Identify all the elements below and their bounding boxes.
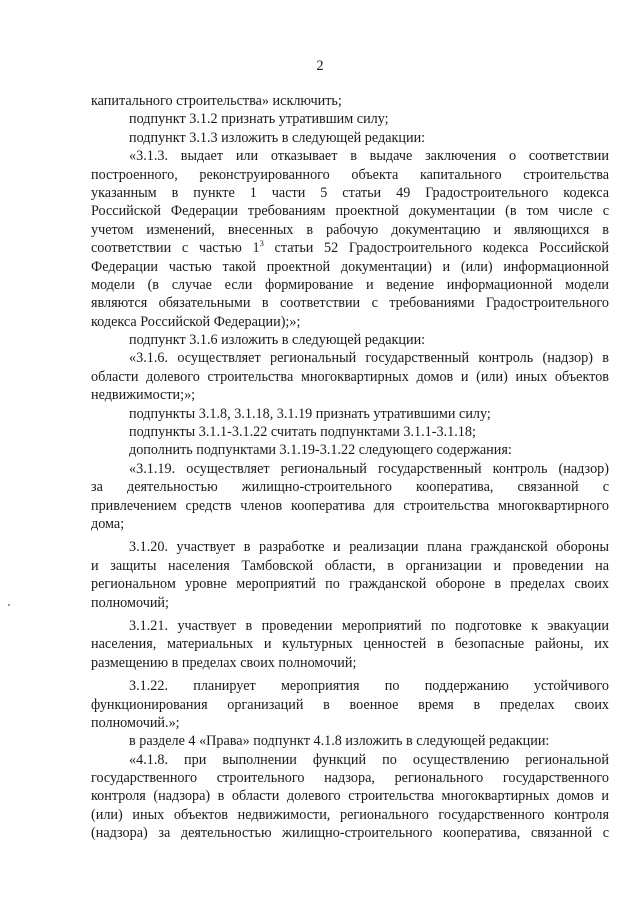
text-line [91,258,609,276]
text-line-content: контроля (надзора) в области долевого строительства многоквартирных домов и [91,788,609,805]
text-line-content: подпункт 3.1.3 изложить в следующей редакции: [129,129,426,146]
text-line-content: (надзора) за деятельностью жилищно-строительного кооператива, связанной с [91,825,609,842]
text-line [91,276,609,294]
text-line-content: привлечением средств членов кооператива для строительства многоквартирного [91,497,609,514]
text-line-content: 3.1.20. участвует в разработке и реализации плана гражданской обороны [129,539,609,556]
text-line [91,405,609,423]
text-line-content: полномочий.»; [91,714,180,731]
text-line [91,787,609,805]
text-line-content: населения, материальных и культурных ценностей в безопасные районы, их [91,636,609,653]
text-line-content: подпункт 3.1.6 изложить в следующей редакции: [129,332,426,349]
text-line-content: учетом изменений, внесенных в рабочую документацию и являющихся в [91,221,609,238]
text-line [91,331,609,349]
text-line [91,538,609,556]
text-line [91,202,609,220]
text-line [91,824,609,842]
text-line-content: подпункты 3.1.8, 3.1.18, 3.1.19 признать утратившими силу; [129,405,491,422]
text-line [91,515,609,533]
text-line [91,635,609,653]
text-line [91,575,609,593]
text-line-content: являются обязательными в соответствии с требованиями Градостроительного [91,295,609,312]
text-line [91,423,609,441]
text-line-content: в разделе 4 «Права» подпункт 4.1.8 изложить в следующей редакции: [129,733,550,750]
text-line [91,732,609,750]
text-line-content: статьи 52 Градостроительного кодекса Российской [263,240,609,257]
text-line-content: полномочий; [91,594,169,611]
text-line-content: и защиты населения Тамбовской области, в организации и проведении на [91,557,609,574]
text-line [91,696,609,714]
text-line [91,654,609,672]
text-line-content: построенного, реконструированного объекта капитального строительства [91,166,609,183]
text-line [91,184,609,202]
text-line [91,460,609,478]
text-line-content: государственного строительного надзора, регионального государственного [91,770,609,787]
page-number: 2 [316,58,324,74]
text-line-content: «3.1.3. выдает или отказывает в выдаче заключения о соответствии [129,148,609,165]
text-line [91,557,609,575]
text-line-content: соответствии с частью 1 [91,240,260,257]
text-line [91,386,609,404]
text-line-content: 3.1.22. планирует мероприятия по поддержанию устойчивого [129,678,609,695]
text-line-content: Российской Федерации требованиям проектной документации (в том числе с [91,203,609,220]
text-line-content: (или) иных объектов недвижимости, регионального государственного контроля [91,806,609,823]
text-line-content: недвижимости;»; [91,387,196,404]
text-line-content: региональном уровне мероприятий по гражданской обороне в пределах своих [91,576,609,593]
text-line-content: размещению в пределах своих полномочий; [91,654,357,671]
text-line-content: дополнить подпунктами 3.1.19-3.1.22 следующего содержания: [129,442,512,459]
superscript: 3 [259,238,264,249]
margin-mark [8,604,10,606]
text-line-content: дома; [91,515,125,532]
text-line [91,441,609,459]
text-line-content: капитального строительства» исключить; [91,93,342,109]
text-line [91,478,609,496]
text-line [91,617,609,635]
text-line [91,221,609,239]
text-line [91,349,609,367]
text-line [91,368,609,386]
text-line [91,677,609,695]
text-line-content: «3.1.6. осуществляет региональный государственный контроль (надзор) в [129,350,609,367]
document-body [91,92,609,843]
text-line-content: 3.1.21. участвует в проведении мероприятий по подготовке к эвакуации [129,617,609,634]
text-line [91,594,609,612]
text-line [91,313,609,331]
text-line-content: Федерации частью такой проектной документации) и (или) информационной [91,258,609,275]
text-line [91,110,609,128]
text-line [91,806,609,824]
text-line [91,239,609,257]
text-line-content: «4.1.8. при выполнении функций по осуществлению региональной [129,751,609,768]
text-line-content: за деятельностью жилищно-строительного кооператива, связанной с [91,479,609,496]
text-line [91,751,609,769]
text-line-content: «3.1.19. осуществляет региональный государственный контроль (надзор) [129,460,609,477]
text-line-content: кодекса Российской Федерации);»; [91,313,301,330]
text-line [91,714,609,732]
text-line [91,769,609,787]
text-line-content: модели (в случае если формирование и ведение информационной модели [91,276,609,293]
text-line-content: области долевого строительства многоквартирных домов и (или) иных объектов [91,368,609,385]
text-line-content: функционирования организаций в военное время в пределах своих [91,696,609,713]
text-line [91,129,609,147]
text-line [91,147,609,165]
text-line [91,294,609,312]
text-line [91,166,609,184]
text-line [91,497,609,515]
text-line-content: подпункты 3.1.1-3.1.22 считать подпунктами 3.1.1-3.1.18; [129,424,476,441]
text-line [91,92,609,110]
text-line-content: указанным в пункте 1 части 5 статьи 49 Градостроительного кодекса [91,184,609,201]
text-line-content: подпункт 3.1.2 признать утратившим силу; [129,111,389,128]
